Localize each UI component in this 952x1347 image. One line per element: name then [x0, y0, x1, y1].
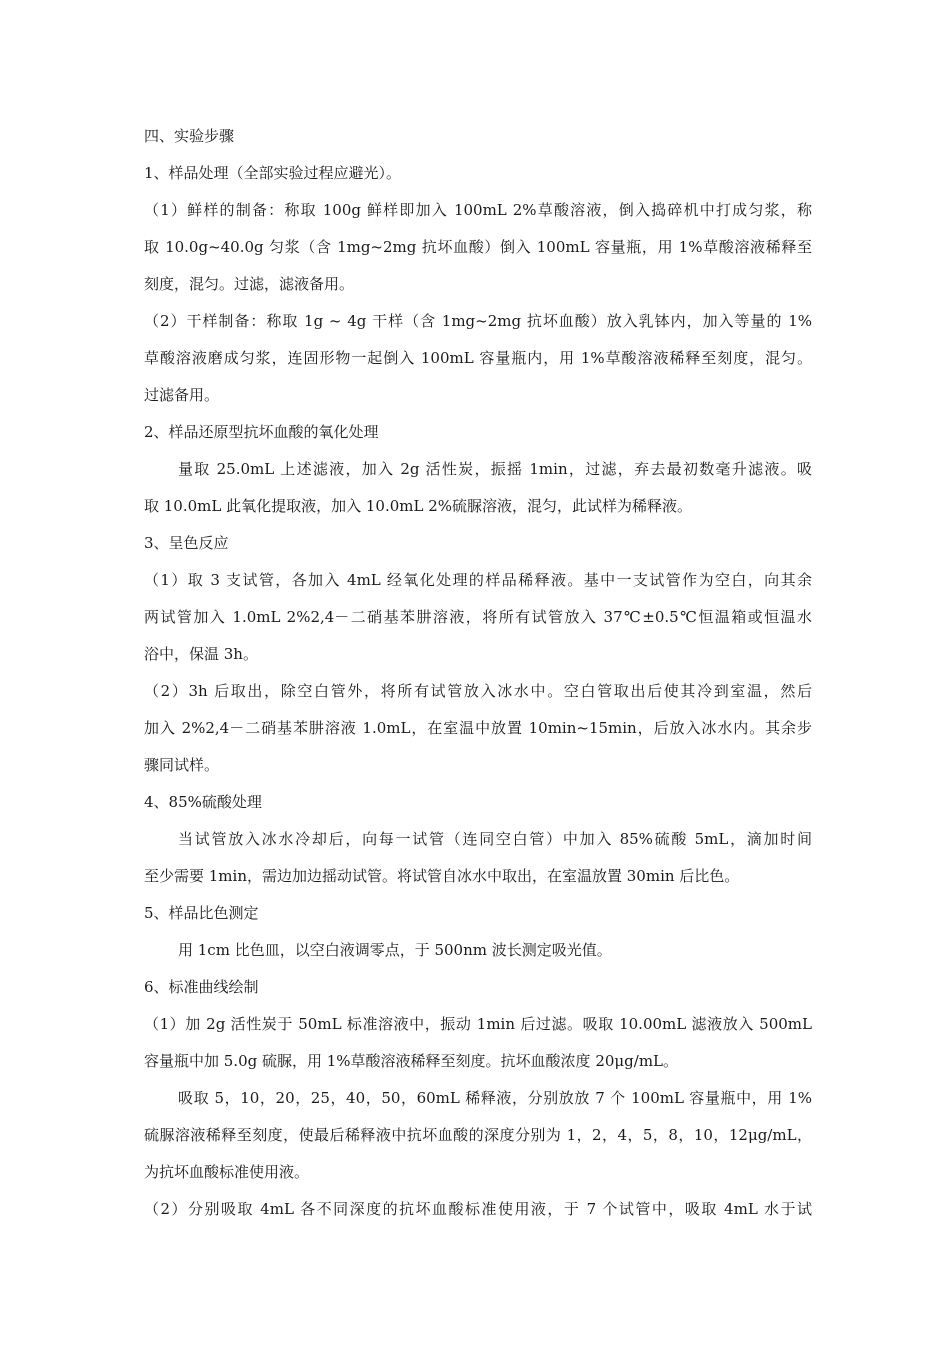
text-line: 容量瓶中加 5.0g 硫脲，用 1%草酸溶液稀释至刻度。抗坏血酸浓度 20μg/mL。: [144, 1052, 679, 1070]
text-line: 骤同试样。: [144, 756, 220, 774]
document-body: [144, 118, 812, 1228]
text-line: 吸取 5，10，20，25，40，50，60mL 稀释液，分别放放 7 个 100mL 容量瓶中，用 1%: [178, 1089, 812, 1107]
text-line: 四、实验步骤: [144, 127, 235, 145]
text-line: 刻度，混匀。过滤，滤液备用。: [144, 275, 355, 293]
text-line: 两试管加入 1.0mL 2%2,4－二硝基苯肼溶液，将所有试管放入 37℃±0.5℃恒温箱或恒温水: [144, 608, 812, 626]
text-line: 浴中，保温 3h。: [144, 645, 258, 663]
text-line: 取 10.0g~40.0g 匀浆（含 1mg~2mg 抗坏血酸）倒入 100mL 容量瓶，用 1%草酸溶液稀释至: [144, 238, 812, 256]
text-line: 至少需要 1min，需边加边摇动试管。将试管自冰水中取出，在室温放置 30min 后比色。: [144, 867, 740, 885]
text-line: 为抗坏血酸标准使用液。: [144, 1163, 310, 1181]
text-line: （1）鲜样的制备：称取 100g 鲜样即加入 100mL 2%草酸溶液，倒入捣碎机中打成匀浆，称: [144, 201, 812, 219]
text-line: 硫脲溶液稀释至刻度，使最后稀释液中抗坏血酸的深度分别为 1，2，4，5，8，10，12μg/mL，: [144, 1126, 812, 1144]
text-line: 5、样品比色测定: [144, 904, 259, 922]
text-line: 草酸溶液磨成匀浆，连固形物一起倒入 100mL 容量瓶内，用 1%草酸溶液稀释至刻度，混匀。: [144, 349, 812, 367]
text-line: 加入 2%2,4－二硝基苯肼溶液 1.0mL，在室温中放置 10min~15min，后放入冰水内。其余步: [144, 719, 812, 737]
text-line: 2、样品还原型抗坏血酸的氧化处理: [144, 423, 379, 441]
text-line: 4、85%硫酸处理: [144, 793, 262, 811]
text-line: （2）3h 后取出，除空白管外，将所有试管放入冰水中。空白管取出后使其冷到室温，然后: [144, 682, 812, 700]
text-line: （2）分别吸取 4mL 各不同深度的抗坏血酸标准使用液，于 7 个试管中，吸取 4mL 水于试: [144, 1200, 812, 1218]
text-line: 3、呈色反应: [144, 534, 229, 552]
text-line: 1、样品处理（全部实验过程应避光）。: [144, 164, 402, 182]
text-line: 6、标准曲线绘制: [144, 978, 259, 996]
text-line: 过滤备用。: [144, 386, 220, 404]
text-line: 取 10.0mL 此氧化提取液，加入 10.0mL 2%硫脲溶液，混匀，此试样为稀释液。: [144, 497, 693, 515]
text-line: 量取 25.0mL 上述滤液，加入 2g 活性炭，振摇 1min，过滤，弃去最初数毫升滤液。吸: [178, 460, 812, 478]
text-line: 当试管放入冰水冷却后，向每一试管（连同空白管）中加入 85%硫酸 5mL，滴加时间: [178, 830, 812, 848]
text-line: （1）取 3 支试管，各加入 4mL 经氧化处理的样品稀释液。基中一支试管作为空白，向其余: [144, 571, 812, 589]
text-line: （2）干样制备：称取 1g ~ 4g 干样（含 1mg~2mg 抗坏血酸）放入乳钵内，加入等量的 1%: [144, 312, 812, 330]
text-line: （1）加 2g 活性炭于 50mL 标准溶液中，振动 1min 后过滤。吸取 10.00mL 滤液放入 500mL: [144, 1015, 812, 1033]
text-line: 用 1cm 比色皿，以空白液调零点，于 500nm 波长测定吸光值。: [178, 941, 612, 959]
